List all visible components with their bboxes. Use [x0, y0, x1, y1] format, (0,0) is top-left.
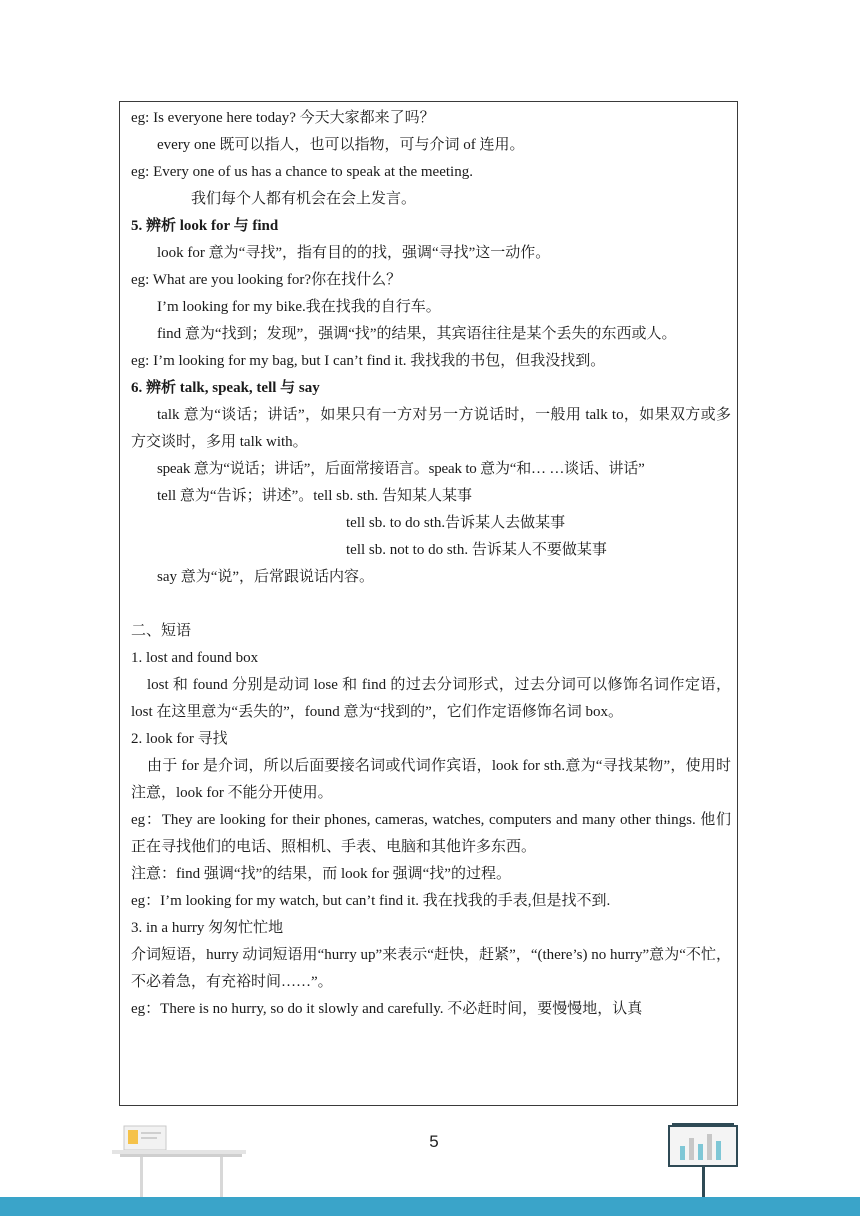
text-line: eg: What are you looking for?你在找什么？: [131, 272, 402, 288]
text-line: I’m looking for my bike.我在找我的自行车。: [157, 299, 441, 315]
text-line: tell sb. to do sth.告诉某人去做某事: [346, 515, 566, 531]
text-line: speak 意为“说话；讲话”，后面常接语言。speak to 意为“和… …谈话、讲话”: [157, 461, 645, 477]
paragraph: 介词短语，hurry 动词短语用“hurry up”来表示“赶快，赶紧”，“(there’s) no hurry”意为“不忙，不必着急，有充裕时间……”。: [131, 947, 731, 990]
text-line: look for 意为“寻找”，指有目的的找，强调“寻找”这一动作。: [157, 245, 551, 261]
text-line: eg：There is no hurry, so do it slowly and carefully. 不必赶时间，要慢慢地，认真: [131, 1001, 643, 1017]
content-box: [119, 101, 738, 1106]
text-line: eg：I’m looking for my watch, but can’t find it. 我在找我的手表,但是找不到.: [131, 893, 611, 909]
section-heading: 5. 辨析 look for 与 find: [131, 218, 279, 234]
text-line: eg: Is everyone here today? 今天大家都来了吗？: [131, 110, 435, 126]
text-line: every one 既可以指人，也可以指物，可与介词 of 连用。: [157, 137, 525, 153]
section-title: 二、短语: [131, 623, 192, 639]
section-heading: 6. 辨析 talk, speak, tell 与 say: [131, 380, 320, 396]
paragraph: lost 和 found 分别是动词 lose 和 find 的过去分词形式，过去分词可以修饰名词作定语，lost 在这里意为“丢失的”，found 意为“找到的”，它们作定语修饰名词 box。: [131, 677, 731, 720]
text-line: tell 意为“告诉；讲述”。tell sb. sth. 告知某人某事: [157, 488, 472, 504]
footer-accent-bar: [0, 1197, 860, 1216]
text-line: 我们每个人都有机会在会上发言。: [191, 191, 417, 207]
phrase-heading: 3. in a hurry 匆匆忙忙地: [131, 920, 284, 936]
spacer: [131, 591, 731, 618]
document-text: [131, 105, 731, 1023]
text-line: eg: I’m looking for my bag, but I can’t find it. 我找我的书包，但我没找到。: [131, 353, 606, 369]
paragraph: talk 意为“谈话；讲话”，如果只有一方对另一方说话时，一般用 talk to，如果双方或多方交谈时，多用 talk with。: [131, 407, 731, 450]
text-line: 注意：find 强调“找”的结果，而 look for 强调“找”的过程。: [131, 866, 511, 882]
phrase-heading: 1. lost and found box: [131, 650, 259, 666]
text-line: eg: Every one of us has a chance to speak at the meeting.: [131, 164, 473, 180]
page-number: 5: [429, 1132, 439, 1151]
text-line: tell sb. not to do sth. 告诉某人不要做某事: [346, 542, 607, 558]
text-line: say 意为“说”，后常跟说话内容。: [157, 569, 375, 585]
desk-illustration-icon: [110, 1120, 250, 1200]
paragraph: find 意为“找到；发现”，强调“找”的结果，其宾语往往是某个丢失的东西或人。: [157, 326, 677, 342]
paragraph: 由于 for 是介词，所以后面要接名词或代词作宾语，look for sth.意为“寻找某物”，使用时注意，look for 不能分开使用。: [131, 758, 731, 801]
phrase-heading: 2. look for 寻找: [131, 731, 228, 747]
paragraph: eg：They are looking for their phones, cameras, watches, computers and many other things. 他们正在寻找他们的电话、照相机、手表、电脑和其他许多东西。: [131, 812, 731, 855]
presentation-board-icon: [668, 1122, 740, 1202]
